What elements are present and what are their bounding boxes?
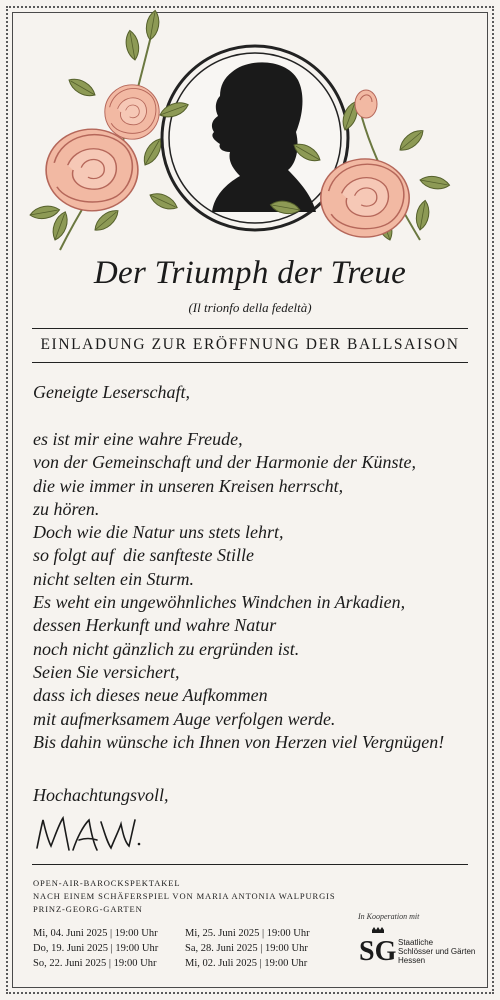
greeting: Geneigte Leserschaft,	[33, 382, 190, 402]
letter-line: dessen Herkunft und wahre Natur	[33, 615, 277, 636]
date-entry: Mi, 25. Juni 2025 | 19:00 Uhr	[185, 928, 310, 939]
letter-line: so folgt auf die sanfteste Stille	[33, 545, 254, 566]
letter-line: zu hören.	[33, 498, 100, 519]
letter-line: Es weht ein ungewöhnliches Windchen in Arkadien,	[33, 592, 406, 613]
ssg-logo-icon	[358, 926, 398, 966]
info-line: NACH EINEM SCHÄFERSPIEL VON MARIA ANTONIA WALPURGIS	[33, 891, 336, 901]
info-line: OPEN-AIR-BAROCKSPEKTAKEL	[33, 878, 181, 888]
top-rule	[32, 328, 468, 329]
date-entry: So, 22. Juni 2025 | 19:00 Uhr	[33, 958, 157, 969]
letter-line: nicht selten ein Sturm.	[33, 568, 194, 589]
performance-dates	[33, 926, 335, 971]
letter-line: noch nicht gänzlich zu ergründen ist.	[33, 638, 300, 659]
cooperation-name-line: Staatliche	[398, 938, 434, 947]
letter-line: von der Gemeinschaft und der Harmonie der Künste,	[33, 452, 416, 473]
cameo-emblem	[0, 0, 500, 260]
date-entry: Mi, 04. Juni 2025 | 19:00 Uhr	[33, 928, 158, 939]
cooperation-label: In Kooperation mit	[358, 912, 420, 921]
handwritten-signature	[33, 810, 143, 858]
letter-line: es ist mir eine wahre Freude,	[33, 429, 243, 449]
date-entry: Mi, 02. Juli 2025 | 19:00 Uhr	[185, 958, 308, 969]
letter-line: Doch wie die Natur uns stets lehrt,	[33, 522, 284, 543]
footer-rule	[32, 864, 468, 865]
event-info	[33, 877, 336, 916]
cooperation-name-line: Schlösser und Gärten	[398, 947, 476, 956]
info-line: PRINZ-GEORG-GARTEN	[33, 904, 143, 914]
letter-line: die wie immer in unseren Kreisen herrscht,	[33, 475, 344, 496]
date-entry: Do, 19. Juni 2025 | 19:00 Uhr	[33, 943, 159, 954]
svg-text:SG: SG	[359, 936, 397, 966]
cooperation-name	[398, 938, 475, 965]
letter-line: Bis dahin wünsche ich Ihnen von Herzen viel Vergnügen!	[33, 731, 445, 752]
letter-line: Seien Sie versichert,	[33, 661, 180, 682]
letter-body	[33, 380, 473, 754]
banner-heading: EINLADUNG ZUR ERÖFFNUNG DER BALLSAISON	[40, 336, 460, 353]
subtitle: (Il trionfo della fedeltà)	[188, 300, 312, 315]
closing: Hochachtungsvoll,	[33, 785, 169, 805]
page-title: Der Triumph der Treue	[93, 255, 407, 291]
cooperation-name-line: Hessen	[398, 956, 426, 965]
letter-line: mit aufmerksamem Auge verfolgen werde.	[33, 708, 336, 729]
letter-line: dass ich dieses neue Aufkommen	[33, 685, 268, 706]
date-entry: Sa, 28. Juni 2025 | 19:00 Uhr	[185, 943, 308, 954]
banner-rule	[32, 362, 468, 363]
